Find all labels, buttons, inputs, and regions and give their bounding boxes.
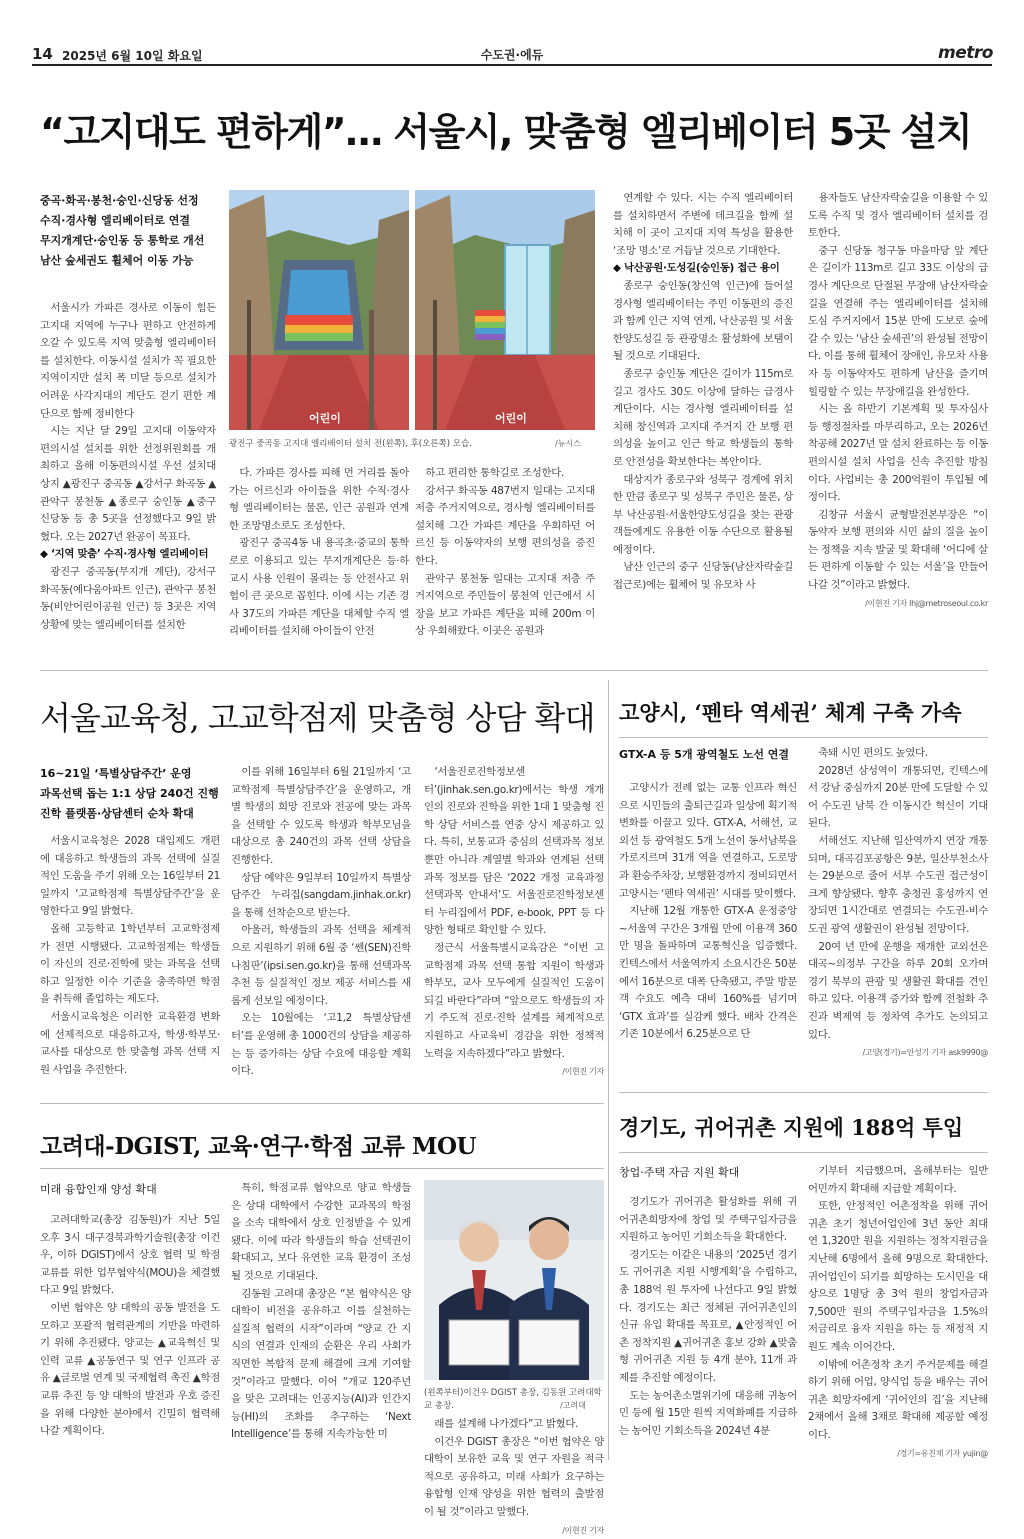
paragraph: 대상지가 종로구와 성북구 경계에 위치한 만큼 종로구 및 성북구 주민은 물론, 상부 낙산공원·서울한양도성길을 찾는 관광객들에게도 유용한 이동 수단으로 활용될 예정이다. (613, 473, 793, 556)
article2-subhead: 과목선택 돕는 1:1 상담 240건 진행 (40, 787, 219, 800)
article2-subhead: 16~21일 ‘특별상담주간’ 운영 (40, 767, 192, 780)
paragraph: 하고 편리한 통학길로 조성한다. (425, 467, 564, 479)
paragraph: 올해 고등학교 1학년부터 고교학점제가 전면 시행됐다. 고교학점제는 학생들이 자신의 진로·진학에 맞는 과목을 선택하고 일정한 이수 기준을 충족하면 학점을 취득해 졸업하는 제도다. (40, 922, 220, 1006)
article1-subhead: 남산 숲세권도 휠체어 이동 가능 (40, 254, 194, 267)
paragraph: 종로구 숭인동(창신역 인근)에 들어설 경사형 엘리베이터는 주민 이동편의 증진과 함께 인근 지역 연계, 낙산공원 및 서울한양도성길 등 관광명소 활성화에 보탬이 될 것으로 기대된다. (613, 279, 793, 363)
paragraph: 2028년 삼성역이 개통되면, 킨텍스에서 강남 중심까지 20분 만에 도달할 수 있어 수도권 남북 간 이동시간 혁신이 기대된다. (808, 764, 988, 830)
article1-subhead: 중곡·화곡·봉천·숭인·신당동 선정 (40, 194, 199, 207)
article3-column-1 (619, 780, 797, 1080)
paragraph: 강서구 화곡동 487번지 일대는 고지대 저층 주거지역으로, 경사형 엘리베이터를 설치해 그간 가파른 계단을 우회하던 어르신 등 이동약자의 보행 편의성을 증진한다. (415, 484, 595, 567)
paragraph: 광진구 중곡동(무지개 계단), 강서구 화곡동(예다움아파트 인근), 관악구 봉천동(비안어린이공원 인근) 등 3곳은 지역 상황에 맞는 엘리베이터를 설치한 (40, 565, 216, 631)
byline: /이현진 기자 (562, 1067, 604, 1077)
svg-text:어린이: 어린이 (495, 412, 527, 425)
paragraph: 서울시교육청은 이러한 교육환경 변화에 선제적으로 대응하고자, 학생·학부모·교사를 대상으로 한 맞춤형 과목 선택 지원 사업을 추진한다. (40, 1010, 220, 1076)
article3-column-2 (808, 745, 988, 1080)
section-divider-right (619, 1092, 988, 1093)
article1-column-3 (415, 465, 595, 651)
paragraph: 종로구 숭인동 계단은 길이가 115m로 길고 경사도 30도 이상에 달하는 급경사 계단이다. 시는 경사형 엘리베이터를 설치해 창신역과 고지대 주거지 간 보행 편의성을 높이고 인근 학교 학생들의 통학로 안전성을 확보한다는 복안이다. (613, 367, 793, 468)
paragraph: 도는 농어촌소멸위기에 대응해 귀농어민 등에 월 15만 원씩 지역화폐를 지급하는 농어민 기회소득을 2024년 4분 (619, 1389, 797, 1437)
column-divider (608, 680, 609, 1460)
article1-subhead: 무지개계단·숭인동 등 통학로 개선 (40, 234, 205, 247)
article4-rule (40, 1168, 604, 1169)
paragraph: 이번 협약은 양 대학의 공동 발전을 도모하고 포괄적 협력관계의 기반을 마련하기 위해 추진됐다. 양교는 ▲교육혁신 및 인력 교류 ▲공동연구 및 연구 인프라 공유 ▲글로벌 연계 및 국제협력 촉진 ▲학점교류 추진 등 양 대학의 발전과 우호 증진을 위해 다양한 분야에서 긴밀히 협력해 나갈 계획이다. (40, 1301, 220, 1438)
article4-photo-source: /고려대 (560, 1401, 586, 1410)
article3-headline: 고양시, ‘펜타 역세권’ 체계 구축 가속 (619, 700, 962, 725)
article5-column-2 (808, 1163, 988, 1470)
paragraph: 경기도가 귀어귀촌 활성화를 위해 귀어귀촌희망자에 창업 및 주택구입자금을 지원하고 농어민 기회소득을 확대한다. (619, 1196, 797, 1244)
paragraph: 다. 가파른 경사를 피해 먼 거리를 돌아가는 어르신과 아이들을 위한 수직·경사형 엘리베이터는 물론, 인근 공원과 연계한 조망명소로도 조성한다. (229, 467, 409, 532)
paragraph: 김창규 서울시 균형발전본부장은 “이동약자 보행 편의와 시민 삶의 질을 높이는 정책을 지속 발굴 및 확대해 ‘어디에 살든 편하게 이동할 수 있는 서울’을 만들어 나갈 것”이라고 밝혔다. (808, 508, 988, 592)
paragraph: 남산 인근의 중구 신당동(남산자락숲길 접근로)에는 휠체어 및 유모차 사 (613, 561, 793, 592)
svg-text:어린이: 어린이 (309, 412, 341, 425)
paragraph: 김동원 고려대 총장은 “본 협약식은 양 대학이 비전을 공유하고 이를 실천하는 실질적 협력의 시작”이라며 “양교 간 지식의 연결과 인재의 순환은 우리 사회가 직면한 복합적 문제 해결에 크게 기여할 것”이라고 말했다. 이어 “개교 120주년을 맞은 고려대는 인공지능(AI)과 인간지능(HI)의 조화를 추구하는 ‘Next Intelligence’를 통해 지속가능한 미 (231, 1287, 411, 1441)
article5-rule (619, 1152, 988, 1153)
article2-column-1 (40, 833, 220, 1083)
section-subheading: ◆ 낙산공원·도성길(숭인동) 접근 용이 (613, 262, 780, 275)
paragraph: 시는 지난 달 29일 고지대 이동약자 편의시설 설치를 위한 선정위원회를 개최하고 올해 이동편의시설 우선 설치대상지 ▲광진구 중곡동 ▲강서구 화곡동 ▲관악구 봉천동 ▲종로구 숭인동 ▲중구 신당동 등 총 5곳을 선정했다고 9일 밝혔다. 오는 2027년 완공이 목표다. (40, 425, 216, 543)
article4-column-2 (231, 1180, 411, 1470)
article5-headline: 경기도, 귀어귀촌 지원에 188억 투입 (619, 1115, 964, 1140)
section-divider-left (40, 1103, 604, 1104)
article1-column-5 (808, 190, 988, 652)
paragraph: 아울러, 학생들의 과목 선택을 체계적으로 지원하기 위해 6월 중 ‘쎈(SEN)진학 나침판’(ipsi.sen.go.kr)을 통해 선택과목 추천 등 실질적인 정보 제공 서비스를 새롭게 선보일 예정이다. (231, 924, 411, 1007)
paragraph: ‘서울진로진학정보센터’(jinhak.sen.go.kr)에서는 학생 개개인의 진로와 진학을 위한 1대 1 맞춤형 진학 상담 서비스를 연중 상시 제공하고 있다. 특히, 보통교과 중심의 선택과목 정보뿐만 아니라 계열별 학과와 연계된 선택과목 정보를 담은 ‘2022 개정 교육과정 선택과목 안내서’도 서울진로진학정보센터 누리집에서 PDF, e-book, PPT 등 다양한 형태로 확인할 수 있다. (424, 766, 604, 937)
page-number: 14 (32, 45, 53, 63)
article1-subheads (40, 191, 216, 271)
article1-subhead: 수직·경사형 엘리베이터로 연결 (40, 214, 190, 227)
article1-photo-source: /뉴시스 (555, 439, 581, 448)
paragraph: 정근식 서울특별시교육감은 “이번 고교학점제 과목 선택 통합 지원이 학생과 학부모, 교사 모두에게 실질적인 도움이 되길 바란다”라며 “앞으로도 학생들의 자기 주도적 진로·진학 설계를 체계적으로 지원하고 사교육비 경감을 위한 정책적 노력을 지속하겠다”라고 밝혔다. (424, 941, 604, 1060)
paragraph: 서해선도 지난해 일산역까지 연장 개통되며, 대곡김포공항은 9분, 일산부천소사는 29분으로 줄어 서부 수도권 접근성이 크게 향상됐다. 향후 충청권 홍성까지 연장되면 1시간대로 연결되는 수도권-비수도권 광역 생활권이 완성될 전망이다. (808, 834, 988, 935)
article4-headline: 고려대-DGIST, 교육·연구·학점 교류 MOU (40, 1133, 477, 1160)
article1-column-2 (229, 465, 409, 651)
article1-photo-caption: 광진구 중곡동 고지대 엘리베이터 설치 전(왼쪽), 후(오른쪽) 모습. (229, 439, 472, 449)
header-rule (32, 64, 992, 66)
paragraph: 관악구 봉천동 일대는 고지대 저층 주거지역으로 주민들이 봉천역 인근에서 시장을 보고 가파른 계단을 피해 200m 이상 우회해왔다. 이곳은 공원과 (415, 572, 595, 638)
article4-column-3 (424, 1416, 604, 1535)
paragraph: 고려대학교(총장 김동원)가 지난 5일 오후 3시 대구경북과학기술원(총장 이건우, 이하 DGIST)에서 상호 협력 및 학점교류를 위한 업무협약식(MOU)을 체결했다고 9일 밝혔다. (40, 1214, 220, 1297)
paragraph: 고양시가 전례 없는 교통 인프라 혁신으로 시민들의 출퇴근길과 일상에 획기적 변화를 이끌고 있다. GTX-A, 서해선, 교외선 등 광역철도 5개 노선이 동서남북을 가로지르며 31개 역을 연결하고, 도로망과 환승주차장, 보행환경까지 정비되면서 고양시는 ‘펜타 역세권’ 시대를 맞이했다. (619, 782, 797, 900)
article4-photo (424, 1180, 604, 1380)
paragraph: 기부터 지급했으며, 올해부터는 일반 어민까지 확대해 지급할 계획이다. (808, 1165, 988, 1195)
article4-subhead: 미래 융합인재 양성 확대 (40, 1183, 157, 1196)
paragraph: 광진구 중곡4동 내 용곡초·중교의 통학로로 이용되고 있는 무지개계단은 등·하교시 사용 인원이 몰리는 등 안전사고 위험이 큰 곳으로 꼽힌다. 이에 시는 기존 경사 37도의 가파른 계단을 대체할 수직 엘리베이터를 설치해 아이들이 안전 (229, 537, 409, 638)
paragraph: 이를 위해 16일부터 6월 21일까지 ‘고교학점제 특별상담주간’을 운영하고, 개별 학생의 희망 진로와 전공에 맞는 과목을 선택할 수 있도록 학생과 학부모님을 대상으로 총 240건의 과목 선택 상담을 진행한다. (231, 766, 411, 866)
byline: /경기=유진채 기자 yujin@ (897, 1448, 988, 1458)
section-title: 수도권·에듀 (480, 48, 544, 62)
issue-date: 2025년 6월 10일 화요일 (62, 49, 203, 63)
article2-subhead: 진학 플랫폼·상담센터 순차 확대 (40, 807, 194, 820)
paragraph: 경기도는 이같은 내용의 ‘2025년 경기도 귀어귀촌 지원 시행계획’을 수립하고, 총 188억 원 투자에 나선다고 9일 밝혔다. 경기도는 최근 정체된 귀어귀촌인의 신규 유입 확대를 목표로, ▲안정적인 어촌 정착지원 ▲귀어귀촌 홍보 강화 ▲맞춤형 귀어귀촌 지원 등 4개 분야, 11개 과제를 추진할 예정이다. (619, 1248, 797, 1384)
paragraph: 상담 예약은 9일부터 10일까지 특별상담주간 누리집(sangdam.jinhak.or.kr)을 통해 선착순으로 받는다. (231, 871, 411, 919)
paragraph: 서울시가 가파른 경사로 이동이 힘든 고지대 지역에 누구나 편하고 안전하게 오갈 수 있도록 지역 맞춤형 엘리베이터를 설치한다. 이동시설 설치가 꼭 필요한 지역이지만 설치 폭 미달 등으로 설치가 어려운 사각지대의 계단도 걷기 편한 계단으로 함께 정비한다 (40, 302, 216, 420)
paragraph: 이밖에 어촌정착 초기 주거문제를 해결하기 위해 어업, 양식업 등을 배우는 귀어귀촌 희망자에게 ‘귀어인의 집’을 지난해 2채에서 올해 3채로 확대해 제공할 예정이다. (808, 1358, 988, 1441)
article1-headline: “고지대도 편하게”… 서울시, 맞춤형 엘리베이터 5곳 설치 (40, 110, 972, 154)
article2-column-2 (231, 764, 411, 1084)
paragraph: 래를 설계해 나가겠다”고 밝혔다. (434, 1418, 579, 1430)
paragraph: 오는 10월에는 ‘고1,2 특별상담센터’를 운영해 총 1000건의 상담을 제공하는 등 증가하는 상담 수요에 대응할 계획이다. (231, 1012, 411, 1078)
section-subheading: ◆ ‘지역 맞춤’ 수직·경사형 엘리베이터 (40, 548, 209, 561)
article1-photo-before (229, 190, 409, 430)
section-divider (40, 670, 988, 671)
paragraph: 시는 올 하반기 기본계획 및 투자심사 등 행정절차를 마무리하고, 오는 2026년 착공해 2027년 말 설치 완료하는 등 이동편의시설 설치 사업을 신속 추진할 방침이다. 사업비는 총 200억원이 투입될 예정이다. (808, 403, 988, 504)
paragraph: 서울시교육청은 2028 대입제도 개편에 대응하고 학생들의 과목 선택에 실질적인 도움을 주기 위해 오는 16일부터 21일까지 ‘고교학점제 특별상담주간’을 운영한다고 9일 밝혔다. (40, 835, 220, 918)
paragraph: 이건우 DGIST 총장은 “이번 협약은 양 대학이 보유한 교육 및 연구 자원을 적극적으로 공유하고, 미래 사회가 요구하는 융합형 인재 양성을 위한 협력의 출발점이 될 것”이라고 말했다. (424, 1435, 604, 1518)
byline: /이현진 기자 lhj@metroseoul.co.kr (865, 598, 988, 608)
metro-logo: metro (938, 43, 993, 63)
article4-column-1 (40, 1212, 220, 1470)
paragraph: 연계할 수 있다. 시는 수직 엘리베이터를 설치하면서 주변에 데크길을 함께 설치해 이 곳이 고지대 지역 특성을 활용한 ‘조망 명소’로 거듭날 것으로 기대한다. (613, 192, 793, 257)
article2-column-3 (424, 764, 604, 1084)
article3-rule (619, 737, 988, 738)
byline: /이현진 기자 (562, 1525, 604, 1535)
article1-column-1 (40, 300, 216, 652)
paragraph: 축돼 시민 편의도 높였다. (818, 747, 928, 759)
paragraph: 20여 년 만에 운행을 재개한 교외선은 대곡~의정부 구간을 하루 20회 오가며 경기 북부의 관광 및 생활권 확대를 견인하고 있다. 이용객 증가와 함께 전철화 추진과 벽제역 등 정차역 추가도 논의되고 있다. (808, 940, 988, 1041)
paragraph: 중구 신당동 청구동 마을마당 앞 계단은 길이가 113m로 길고 33도 이상의 급경사 계단으로 단절된 무장애 남산자락숲길을 연결해 주는 엘리베이터를 설치해 도심 주거지에서 15분 만에 도보로 숲에 갈 수 있는 ‘남산 숲세권’의 완성될 전망이다. 이를 통해 휠체어 장애인, 유모차 사용자 등 이동약자도 편하게 남산을 즐기며 힐링할 수 있는 무장애길을 완성한다. (808, 244, 988, 398)
paragraph: 또한, 안정적인 어촌정착을 위해 귀어귀촌 초기 청년어업인에 3년 동안 최대 연 1,320만 원을 지원하는 정착지원금을 지난해 6명에서 올해 9명으로 확대한다. 귀어업인이 되기를 희망하는 도시민을 대상으로 1명당 총 3억 원의 창업자금과 7,500만 원의 주택구입자금을 1.5%의 저금리로 융자 지원을 하는 등 재정적 지원도 계속 이어간다. (808, 1200, 988, 1353)
byline: /고양(경기)=안성기 기자 ask9990@ (862, 1048, 988, 1058)
article2-headline: 서울교육청, 고교학점제 맞춤형 상담 확대 (40, 699, 595, 737)
article1-column-4 (613, 190, 793, 652)
article3-subhead: GTX-A 등 5개 광역철도 노선 연결 (619, 748, 790, 761)
paragraph: 용자들도 남산자락숲길을 이용할 수 있도록 수직 및 경사 엘리베이터 설치를 검토한다. (808, 192, 988, 240)
article4-photo-caption: (왼쪽부터)이건우 DGIST 총장, 김동원 고려대학교 총장. (424, 1388, 602, 1411)
article5-subhead: 창업·주택 자금 지원 확대 (619, 1166, 740, 1179)
article1-photo-after (415, 190, 595, 430)
paragraph: 특히, 학점교류 협약으로 양교 학생들은 상대 대학에서 수강한 교과목의 학점을 소속 대학에서 상호 인정받을 수 있게 됐다. 이에 따라 학생들의 학습 선택권이 확대되고, 보다 유연한 교육 환경이 조성될 것으로 기대된다. (231, 1182, 411, 1282)
article5-column-1 (619, 1194, 797, 1470)
article2-subheads (40, 764, 220, 824)
paragraph: 지난해 12월 개통한 GTX-A 운정중앙~서울역 구간은 3개월 만에 이용객 360만 명을 돌파하며 교통혁신을 입증했다. 킨텍스에서 서울역까지 소요시간은 50분에서 16분으로 대폭 단축됐고, 주말 방문객 수요도 예측 대비 160%를 넘기며 ‘GTX 효과’를 실감케 했다. 배차 간격은 기존 10분에서 6.25분으로 단 (619, 905, 797, 1041)
